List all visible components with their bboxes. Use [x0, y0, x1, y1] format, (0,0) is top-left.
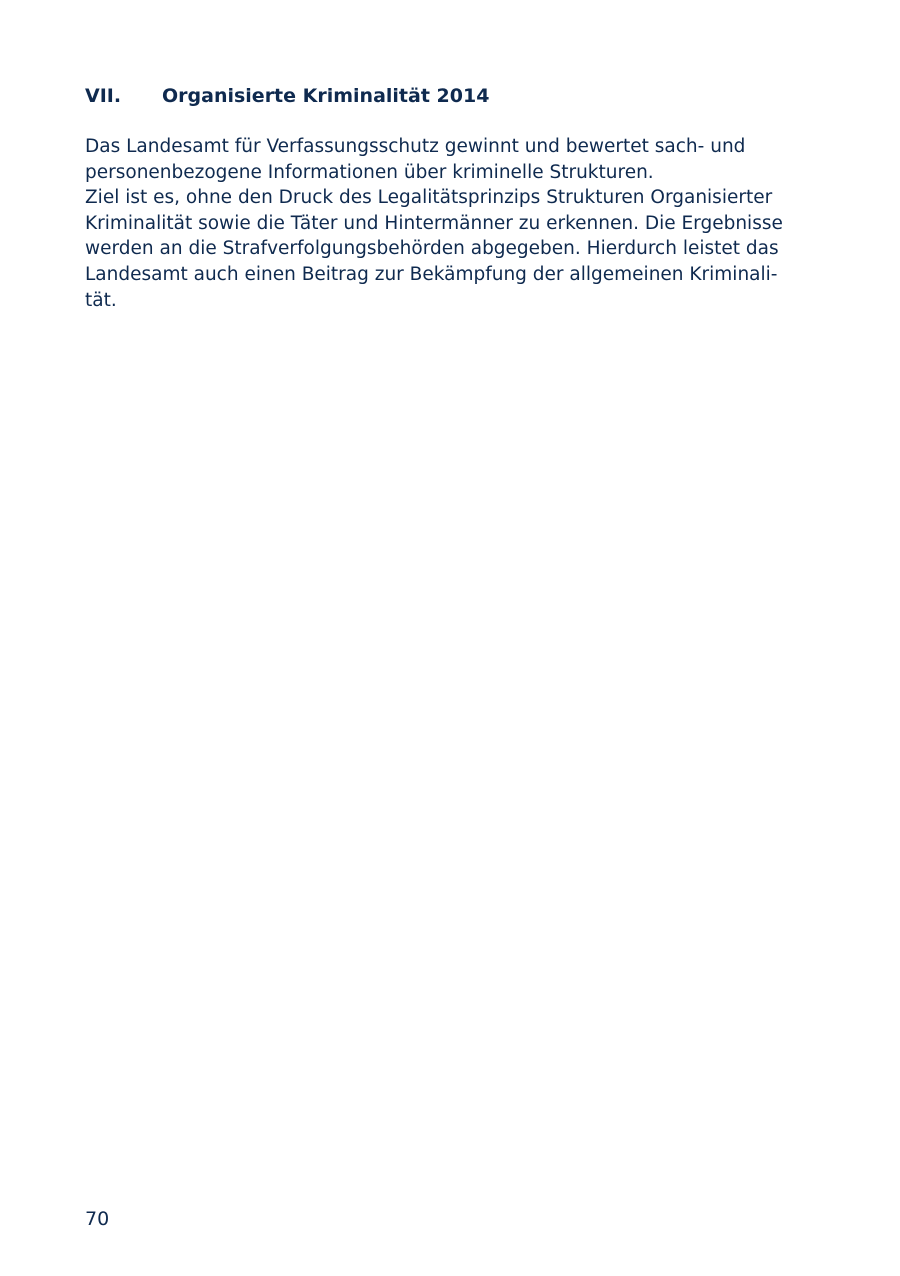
section-heading	[85, 82, 489, 110]
body-line: Das Landesamt für Verfassungsschutz gewinnt und bewertet sach- und	[85, 136, 746, 157]
body-line: Landesamt auch einen Beitrag zur Bekämpfung der allgemeinen Kriminali-	[85, 263, 778, 285]
body-line: tät.	[85, 289, 117, 311]
body-line: werden an die Strafverfolgungsbehörden abgegeben. Hierdurch leistet das	[85, 238, 779, 260]
body-line: Kriminalität sowie die Täter und Hintermänner zu erkennen. Die Ergebnisse	[85, 212, 783, 234]
body-line: personenbezogene Informationen über kriminelle Strukturen.	[85, 161, 654, 183]
page-number: 70	[85, 1208, 110, 1230]
section-number: VII.	[85, 85, 122, 107]
body-paragraph	[85, 134, 825, 313]
body-line: Ziel ist es, ohne den Druck des Legalitätsprinzips Strukturen Organisierter	[85, 187, 773, 209]
section-title: Organisierte Kriminalität 2014	[162, 85, 490, 107]
